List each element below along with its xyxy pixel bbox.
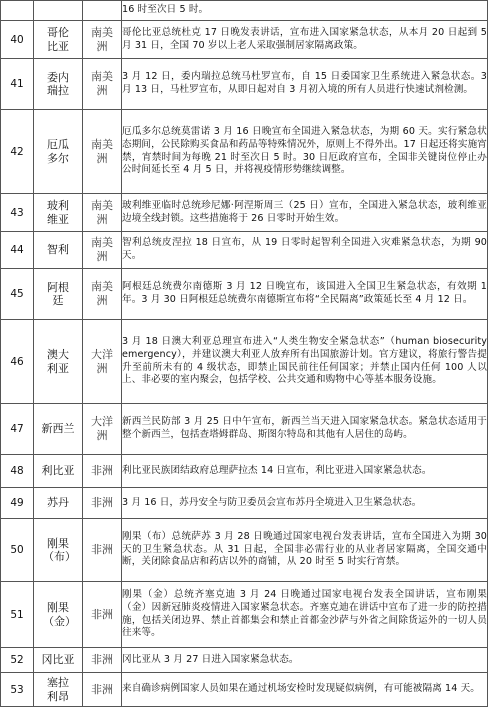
row-number: 46 <box>1 320 34 404</box>
country-name: 塞拉利昂 <box>47 676 69 703</box>
table-row <box>1 519 488 582</box>
table-row <box>1 404 488 455</box>
row-number: 52 <box>1 648 34 673</box>
row-number: 50 <box>1 519 34 582</box>
continent-name: 南美洲 <box>91 25 113 53</box>
table-row <box>1 320 488 404</box>
table-row <box>1 582 488 648</box>
continent-name: 大洋洲 <box>91 415 113 442</box>
continent-name: 非洲 <box>83 648 122 673</box>
measure-description: 刚果（布）总统萨苏 3 月 28 日晚通过国家电视台发表讲话，宣布全国进入为期 30 天的卫生紧急状态。从 31 日起，全国非必需行业的从业者居家隔离，全国交通中断，关闭除食品店和药店以外的商铺，从 20 时至 5 时实行宵禁。 <box>122 519 488 582</box>
table-row <box>1 673 488 707</box>
measure-description: 3 月 12 日，委内瑞拉总统马杜罗宣布，自 15 日委国家卫生系统进入紧急状态。3 月 13 日，马杜罗宣布，从即日起对自 3 月初入境的所有人员进行快速试剂检测。 <box>122 59 488 110</box>
country-name: 冈比亚 <box>34 648 83 673</box>
row-number: 40 <box>1 21 34 59</box>
country-name: 阿根廷 <box>47 280 69 307</box>
table-row <box>1 232 488 269</box>
table-row <box>1 194 488 232</box>
country-name: 哥伦比亚 <box>47 26 69 53</box>
country-name: 委内瑞拉 <box>47 70 69 97</box>
country-name: 厄瓜多尔 <box>47 138 69 165</box>
measure-description: 玻利维亚临时总统珍尼娜·阿涅斯周三（25 日）宣布，全国进入紧急状态，玻利维亚边境全线封锁。这些措施将于 26 日零时开始生效。 <box>122 194 488 232</box>
measure-description: 哥伦比亚总统杜克 17 日晚发表讲话，宣布进入国家紧急状态，从本月 20 日起到 5 月 31 日，全国 70 岁以上老人采取强制居家隔离政策。 <box>122 21 488 59</box>
continent-name: 大洋洲 <box>91 347 113 375</box>
country-name: 澳大利亚 <box>47 348 69 375</box>
measure-description: 新西兰民防部 3 月 25 日中午宣布，新西兰当天进入国家紧急状态。紧急状态适用于整个新西兰，包括查塔姆群岛、斯图尔特岛和其他有人居住的岛屿。 <box>122 404 488 455</box>
table-row <box>1 21 488 59</box>
row-number: 44 <box>1 232 34 269</box>
row-number: 45 <box>1 269 34 320</box>
row-number: 53 <box>1 673 34 707</box>
continent-name: 非洲 <box>83 673 122 707</box>
country-name: 玻利维亚 <box>47 199 69 226</box>
continent-name: 南美洲 <box>91 198 113 226</box>
row-number: 51 <box>1 582 34 648</box>
continent-name <box>83 1 122 21</box>
country-name: 刚果（金） <box>43 601 76 628</box>
row-number: 48 <box>1 455 34 488</box>
measure-description: 3 月 18 日澳大利亚总理宣布进入“人类生物安全紧急状态”（human biosecurity emergency），并建议澳大利亚人放弃所有出国旅游计划。官方建议，将旅行警告提升至前所未有的 4 级状态，即禁止国民前往任何国家；并禁止国内任何 100 人以上、非必要的室内聚会，包括学校、公共交通和购物中心等基本服务设施。 <box>122 320 488 404</box>
row-number: 49 <box>1 488 34 519</box>
country-name: 智利 <box>47 243 69 257</box>
row-number: 47 <box>1 404 34 455</box>
table-row <box>1 110 488 194</box>
measure-description: 冈比亚从 3 月 27 日进入国家紧急状态。 <box>122 648 488 673</box>
table-row <box>1 488 488 519</box>
table-row <box>1 59 488 110</box>
row-number: 43 <box>1 194 34 232</box>
measure-description: 3 月 16 日，苏丹安全与防卫委员会宣布苏丹全境进入卫生紧急状态。 <box>122 488 488 519</box>
continent-name: 南美洲 <box>91 280 113 307</box>
measure-description: 利比亚民族团结政府总理萨拉杰 14 日宣布，利比亚进入国家紧急状态。 <box>122 455 488 488</box>
continent-name: 非洲 <box>83 582 122 648</box>
row-number: 42 <box>1 110 34 194</box>
measure-description: 厄瓜多尔总统莫雷诺 3 月 16 日晚宣布全国进入紧急状态，为期 60 天。实行紧急状态期间，公民除购买食品和药品等特殊情况外，原则上不得外出。17 日起还将实施宵禁，宵禁时间为每晚 21 时至次日 5 时。30 日厄政府宣布，全国非关键岗位停止办公时间延长至 4 月 5 日，并将视疫情形势继续调整。 <box>122 110 488 194</box>
continent-name: 非洲 <box>83 488 122 519</box>
table-row <box>1 1 488 21</box>
continent-name: 南美洲 <box>91 70 113 97</box>
measure-description: 来自确诊病例国家人员如果在通过机场安检时发现疑似病例，有可能被隔离 14 天。 <box>122 673 488 707</box>
country-name: 刚果（布） <box>43 536 76 563</box>
measure-description: 刚果（金）总统齐塞克迪 3 月 24 日晚通过国家电视台发表全国讲话，宣布刚果（金）因新冠肺炎疫情进入国家紧急状态。齐塞克迪在讲话中宣布了进一步的防控措施，包括关闭边界、禁止首都集会和禁止首都金沙萨与外省之间除货运外的一切人员往来等。 <box>122 582 488 648</box>
measure-description: 16 时至次日 5 时。 <box>122 1 488 21</box>
table-row <box>1 455 488 488</box>
table-row <box>1 269 488 320</box>
continent-name: 非洲 <box>83 455 122 488</box>
country-name <box>34 1 83 21</box>
row-number: 41 <box>1 59 34 110</box>
continent-name: 非洲 <box>83 519 122 582</box>
continent-name: 南美洲 <box>91 137 113 165</box>
measure-description: 阿根廷总统费尔南德斯 3 月 12 日晚宣布，该国进入全国卫生紧急状态，有效期 1 年。3 月 30 日阿根廷总统费尔南德斯宣布将“全民隔离”政策延长至 4 月 12 日。 <box>122 269 488 320</box>
table-row <box>1 648 488 673</box>
row-number <box>1 1 34 21</box>
country-name: 苏丹 <box>34 488 83 519</box>
measure-description: 智利总统皮涅拉 18 日宣布，从 19 日零时起智利全国进入灾难紧急状态，为期 90 天。 <box>122 232 488 269</box>
country-name: 新西兰 <box>34 404 83 455</box>
country-name: 利比亚 <box>34 455 83 488</box>
continent-name: 南美洲 <box>91 236 113 263</box>
